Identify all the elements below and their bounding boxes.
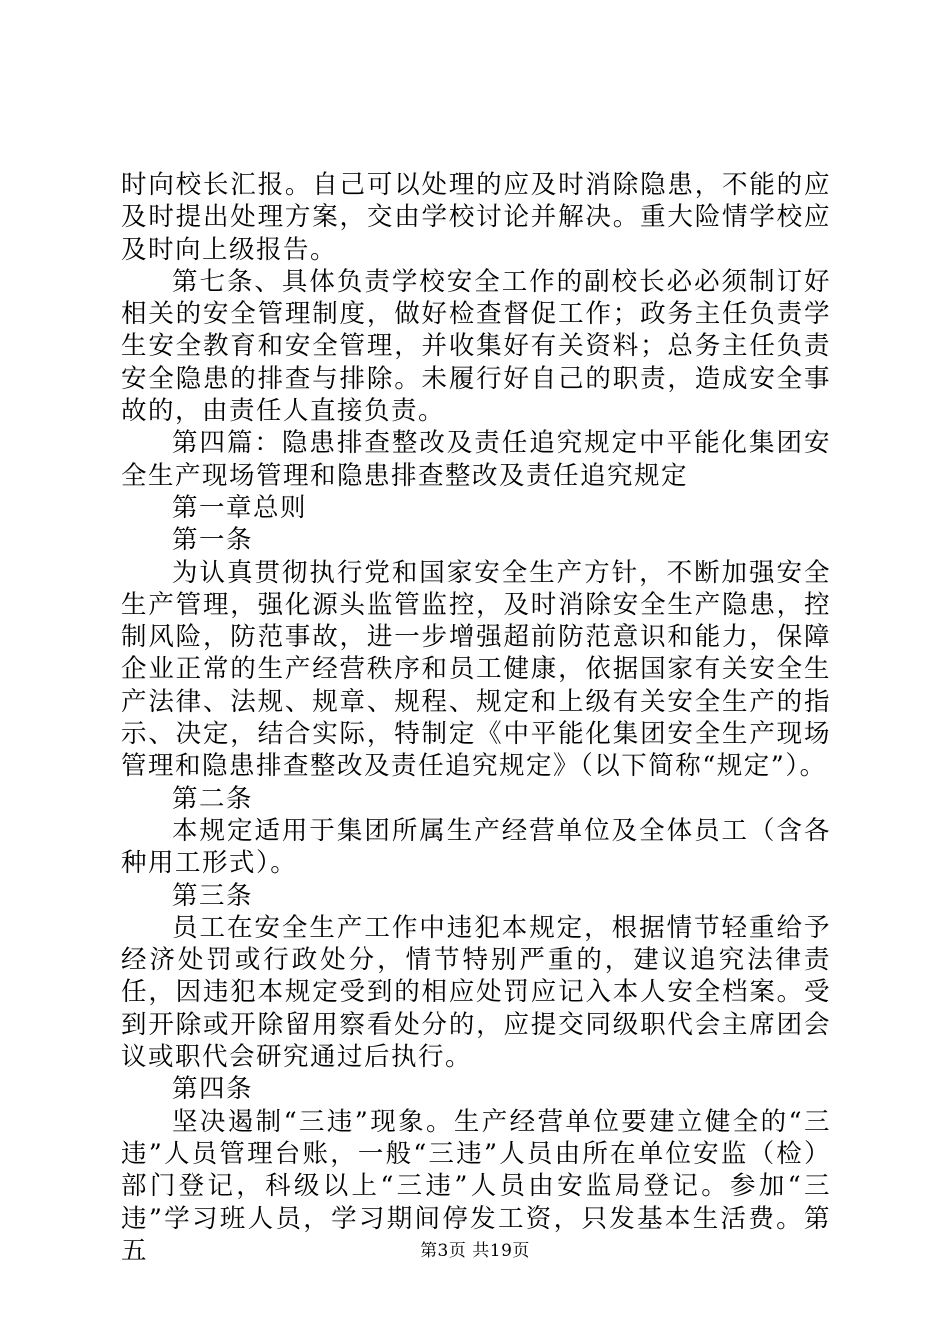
paragraph-article-3: 员工在安全生产工作中违犯本规定，根据情节轻重给予经济处罚或行政处分，情节特别严重的，建议追究法律责任，因违犯本规定受到的相应处罚应记入本人安全档案。受到开除或开除留用察看处分的，应提交同级职代会主席团会议或职代会研究通过后执行。 — [121, 912, 831, 1073]
document-body — [121, 169, 831, 1267]
paragraph-part-4-title: 第四篇：隐患排查整改及责任追究规定中平能化集团安全生产现场管理和隐患排查整改及责任追究规定 — [121, 428, 831, 491]
page-number-footer: 第3页 共19页 — [420, 1241, 530, 1261]
article-heading-2: 第二条 — [172, 783, 254, 814]
article-heading-4: 第四条 — [172, 1074, 254, 1105]
paragraph-continuation: 时向校长汇报。自己可以处理的应及时消除隐患，不能的应及时提出处理方案，交由学校讨论并解决。重大险情学校应及时向上级报告。 — [121, 170, 831, 265]
paragraph-article-7: 第七条、具体负责学校安全工作的副校长必必须制订好相关的安全管理制度，做好检查督促工作；政务主任负责学生安全教育和安全管理，并收集好有关资料；总务主任负责安全隐患的排查与排除。未履行好自己的职责，造成安全事故的，由责任人直接负责。 — [121, 266, 831, 427]
chapter-heading: 第一章总则 — [172, 492, 308, 523]
paragraph-article-4: 坚决遏制“三违”现象。生产经营单位要建立健全的“三违”人员管理台账，一般“三违”人员由所在单位安监（检）部门登记，科级以上“三违”人员由安监局登记。参加“三违”学习班人员，学习期间停发工资，只发基本生活费。第五 — [121, 1106, 831, 1266]
article-heading-3: 第三条 — [172, 880, 254, 911]
paragraph-article-1: 为认真贯彻执行党和国家安全生产方针，不断加强安全生产管理，强化源头监管监控，及时消除安全生产隐患，控制风险，防范事故，进一步增强超前防范意识和能力，保障企业正常的生产经营秩序和员工健康，依据国家有关安全生产法律、法规、规章、规程、规定和上级有关安全生产的指示、决定，结合实际，特制定《中平能化集团安全生产现场管理和隐患排查整改及责任追究规定》（以下简称“规定”）。 — [121, 557, 831, 782]
paragraph-article-2: 本规定适用于集团所属生产经营单位及全体员工（含各种用工形式）。 — [121, 815, 831, 879]
article-heading-1: 第一条 — [172, 525, 254, 556]
